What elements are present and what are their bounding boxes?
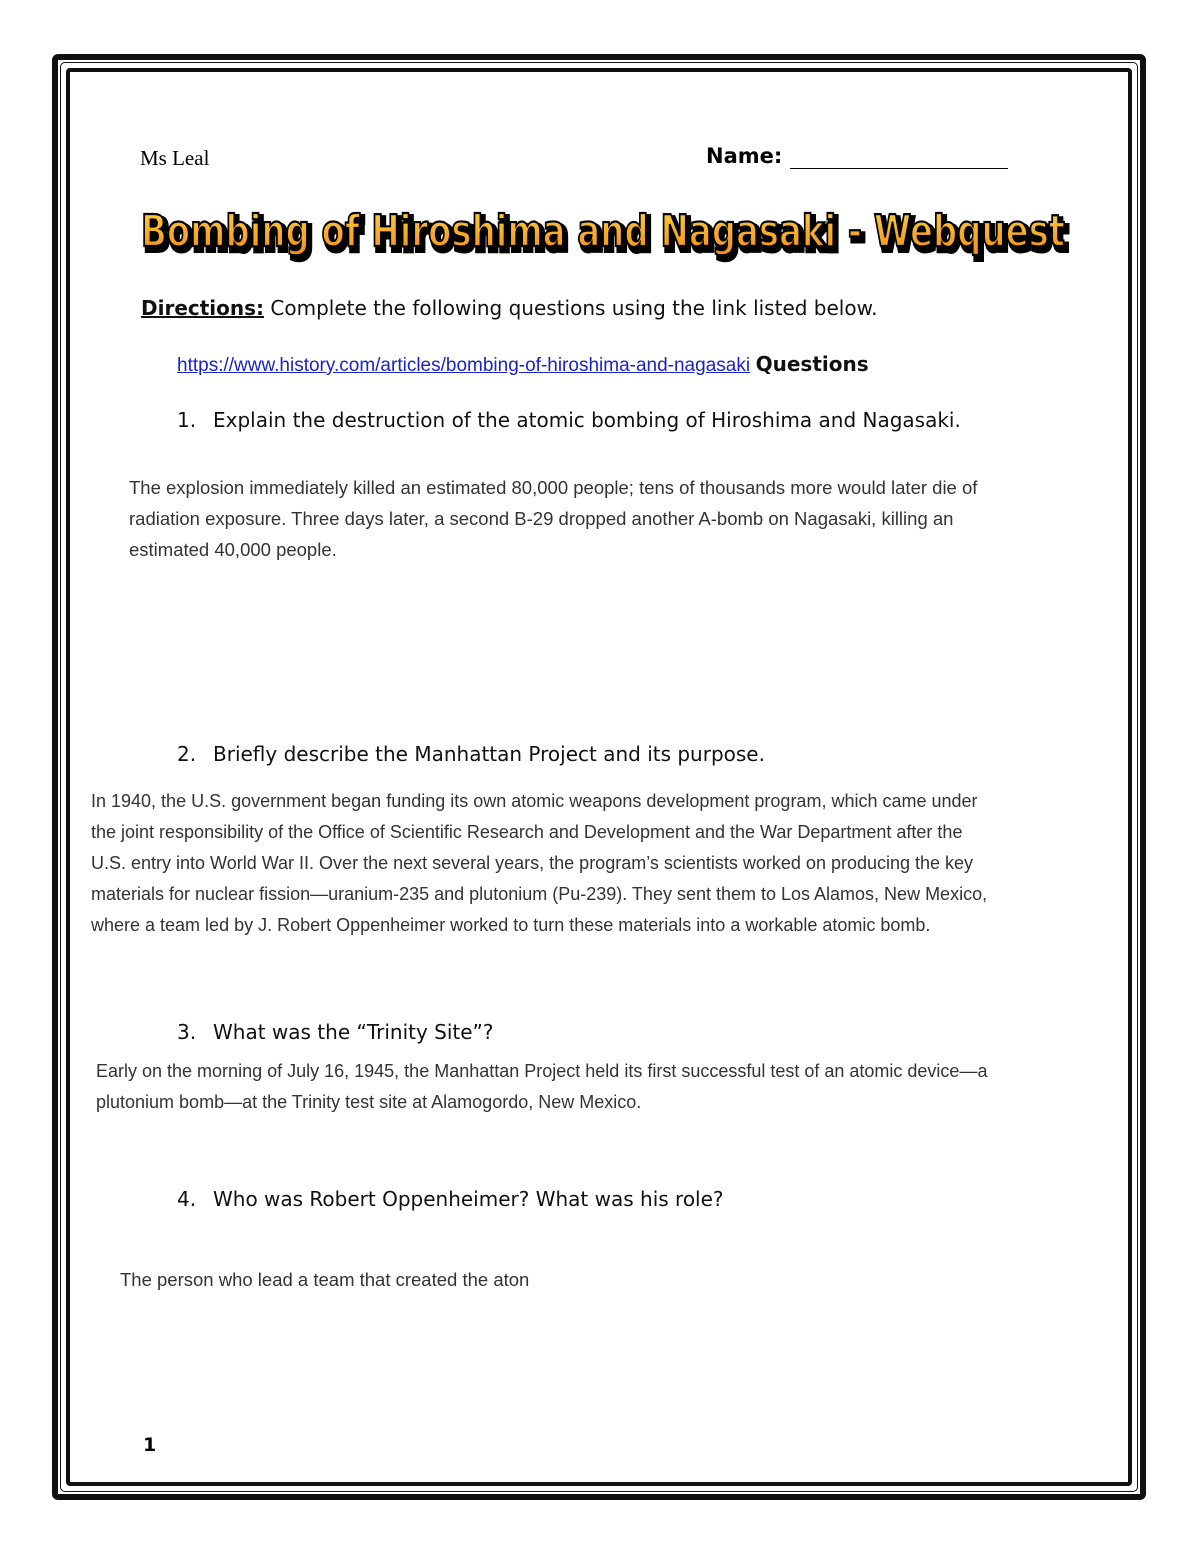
question-number: 1.	[177, 408, 197, 432]
question-text: Explain the destruction of the atomic bombing of Hiroshima and Nagasaki.	[213, 408, 961, 432]
answer-line: Early on the morning of July 16, 1945, the Manhattan Project held its first successful test of an atomic device—a	[96, 1061, 988, 1081]
answer-line: where a team led by J. Robert Oppenheimer worked to turn these materials into a workable atomic bomb.	[91, 915, 931, 935]
answer-line: materials for nuclear fission—uranium-235 and plutonium (Pu-239). They sent them to Los Alamos, New Mexico,	[91, 884, 988, 904]
question-4	[177, 1187, 724, 1211]
name-label: Name:	[706, 144, 783, 168]
question-3	[177, 1020, 494, 1044]
question-2	[177, 742, 765, 766]
name-blank-line[interactable]	[790, 168, 1008, 169]
questions-heading: Questions	[755, 352, 869, 376]
answer-4[interactable]	[120, 1264, 529, 1295]
question-1	[177, 408, 961, 432]
answer-line: The person who lead a team that created the aton	[120, 1269, 530, 1290]
answer-line: U.S. entry into World War II. Over the next several years, the program’s scientists worked on producing the key	[91, 853, 974, 873]
question-number: 2.	[177, 742, 197, 766]
question-text: Briefly describe the Manhattan Project and its purpose.	[213, 742, 765, 766]
question-number: 3.	[177, 1020, 197, 1044]
worksheet-title	[138, 192, 1078, 272]
title-text: Bombing of Hiroshima and Nagasaki - Webquest	[141, 206, 1065, 257]
question-text: What was the “Trinity Site”?	[213, 1020, 494, 1044]
directions-label: Directions:	[141, 296, 265, 320]
answer-line: plutonium bomb—at the Trinity test site at Alamogordo, New Mexico.	[96, 1092, 642, 1112]
question-number: 4.	[177, 1187, 197, 1211]
answer-2[interactable]	[91, 786, 987, 941]
answer-line: In 1940, the U.S. government began funding its own atomic weapons development program, which came under	[91, 791, 978, 811]
directions	[141, 296, 877, 320]
answer-line: the joint responsibility of the Office of Scientific Research and Development and the War Department after the	[91, 822, 963, 842]
teacher-name: Ms Leal	[140, 146, 210, 170]
answer-1[interactable]	[129, 472, 977, 565]
resource-link-line	[177, 352, 869, 377]
svg-text:Bombing of Hiroshima and Nagas: Bombing of Hiroshima and Nagasaki - Webquest	[144, 210, 1068, 261]
answer-line: The explosion immediately killed an estimated 80,000 people; tens of thousands more would later die of	[129, 477, 978, 498]
answer-3[interactable]	[96, 1056, 987, 1118]
question-text: Who was Robert Oppenheimer? What was his role?	[213, 1187, 724, 1211]
resource-link[interactable]: https://www.history.com/articles/bombing-of-hiroshima-and-nagasaki	[177, 355, 751, 376]
answer-line: radiation exposure. Three days later, a second B-29 dropped another A-bomb on Nagasaki, killing an	[129, 508, 954, 529]
directions-text: Complete the following questions using the link listed below.	[270, 296, 878, 320]
answer-line: estimated 40,000 people.	[129, 539, 337, 560]
page-number: 1	[143, 1434, 157, 1456]
